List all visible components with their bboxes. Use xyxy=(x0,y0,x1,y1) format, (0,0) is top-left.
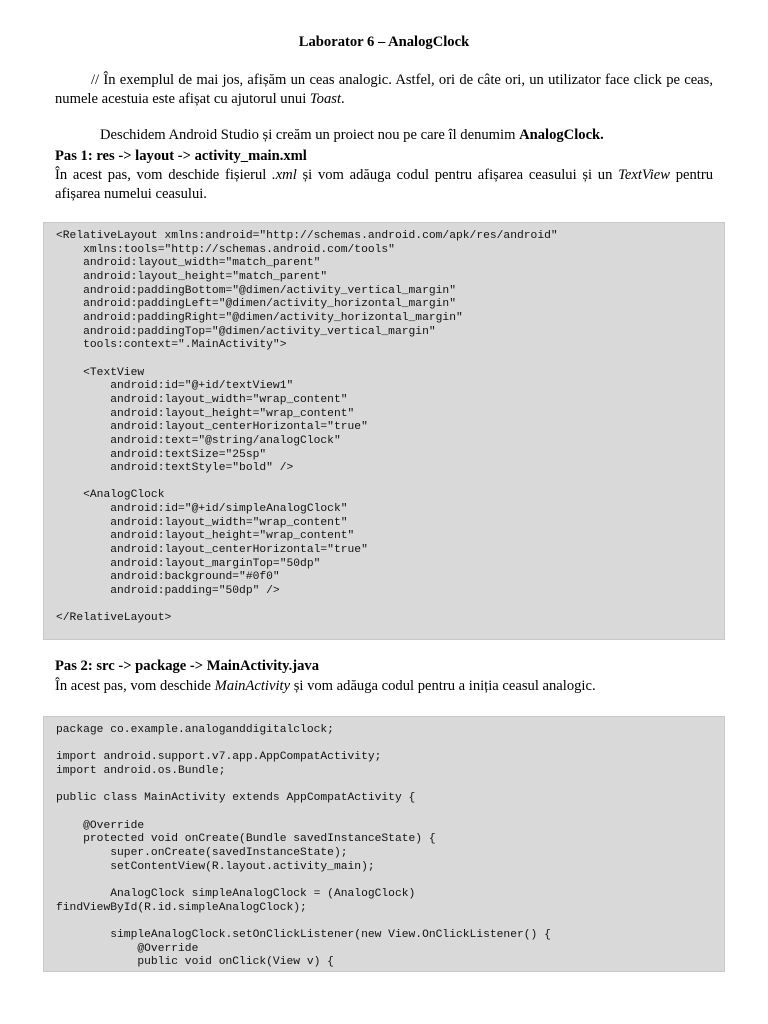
step2-text-2: și vom adăuga codul pentru a iniția ceasul analogic. xyxy=(290,678,596,694)
xml-code: <RelativeLayout xmlns:android="http://schemas.android.com/apk/res/android" xmlns:tools="http://schemas.android.com/tools" android:layout_width="match_parent" android:layout_height="match_parent" android:paddingBottom="@dimen/activity_vertical_margin" android:paddingLeft="@dimen/activity_horizontal_margin" android:paddingRight="@dimen/activity_horizontal_margin" android:paddingTop="@dimen/activity_vertical_margin" tools:context=".MainActivity"> <TextView android:id="@+id/textView1" android:layout_width="wrap_content" android:layout_height="wrap_content" android:layout_centerHorizontal="true" android:text="@string/analogClock" android:textSize="25sp" android:textStyle="bold" /> <AnalogClock android:id="@+id/simpleAnalogClock" android:layout_width="wrap_content" android:layout_height="wrap_content" android:layout_centerHorizontal="true" android:layout_marginTop="50dp" android:background="#0f0" android:padding="50dp" /> </RelativeLayout> xyxy=(56,230,558,625)
java-code-block xyxy=(43,716,725,972)
project-name: AnalogClock. xyxy=(519,127,604,143)
step2-mainactivity-term: MainActivity xyxy=(214,678,291,694)
step2-text-1: În acest pas, vom deschide xyxy=(55,678,215,694)
java-code: package co.example.analoganddigitalclock; import android.support.v7.app.AppCompatActivity; import android.os.Bundle; public class MainActivity extends AppCompatActivity { @Override protected void onCreate(Bundle savedInstanceState) { super.onCreate(savedInstanceState); setContentView(R.layout.activity_main); AnalogClock simpleAnalogClock = (AnalogClock) findViewById(R.id.simpleAnalogClock); simpleAnalogClock.setOnClickListener(new View.OnClickListener() { @Override public void onClick(View v) { xyxy=(56,724,551,969)
step1-xml-term: .xml xyxy=(272,167,297,183)
intro-paragraph xyxy=(55,71,713,109)
xml-code-block xyxy=(43,222,725,640)
step2-heading: Pas 2: src -> package -> MainActivity.java xyxy=(55,658,320,674)
intro-end: . xyxy=(341,91,345,107)
step1-textview-term: TextView xyxy=(618,167,671,183)
open-project-text: Deschidem Android Studio și creăm un proiect nou pe care îl denumim xyxy=(100,127,520,143)
step1-heading: Pas 1: res -> layout -> activity_main.xml xyxy=(55,148,307,164)
step1-text-3: pentru afișarea numelui ceasului. xyxy=(55,167,714,202)
step2-description xyxy=(55,677,713,696)
intro-text: // În exemplul de mai jos, afișăm un ceas analogic. Astfel, ori de câte ori, un utilizator face click pe ceas, numele acestuia este afișat cu ajutorul unui xyxy=(55,72,713,107)
document-title: Laborator 6 – AnalogClock xyxy=(298,34,470,50)
step1-description xyxy=(55,166,713,204)
intro-toast-term: Toast xyxy=(309,91,342,107)
step1-text-1: În acest pas, vom deschide fișierul xyxy=(55,167,273,183)
open-project-paragraph xyxy=(100,126,720,145)
step1-text-2: și vom adăuga codul pentru afișarea ceasului și un xyxy=(296,167,619,183)
